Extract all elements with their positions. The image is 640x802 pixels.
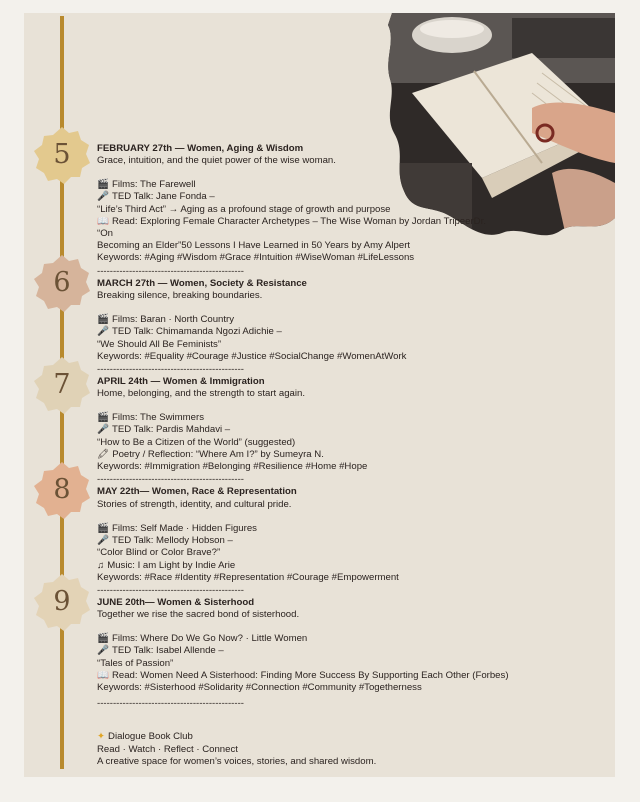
clapper-board-icon: 🎬: [97, 179, 109, 190]
ted-line: 🎤 TED Talk: Chimamanda Ngozi Adichie –: [97, 326, 282, 337]
club-name: ✦ Dialogue Book Club: [97, 731, 193, 742]
read-continued: Becoming an Elder”50 Lessons I Have Learned in 50 Years by Amy Alpert: [97, 240, 411, 251]
section-8-badge: [32, 460, 92, 520]
ted-line: 🎤 TED Talk: Pardis Mahdavi –: [97, 424, 231, 435]
clapper-board-icon: 🎬: [97, 523, 109, 534]
section-subtitle: Stories of strength, identity, and cultural pride.: [97, 499, 292, 510]
ted-quote: “We Should All Be Feminists”: [97, 339, 222, 350]
reading-photo: [382, 13, 615, 241]
microphone-icon: 🎤: [97, 535, 109, 546]
keywords-line: Keywords: #Immigration #Belonging #Resilience #Home #Hope: [97, 461, 368, 472]
ted-quote: “Color Blind or Color Brave?”: [97, 547, 221, 558]
section-title: APRIL 24th — Women & Immigration: [97, 376, 265, 387]
open-book-icon: 📖: [97, 216, 109, 227]
films-line: 🎬 Films: Self Made · Hidden Figures: [97, 523, 257, 534]
section-number: 6: [53, 267, 71, 298]
read-continued: “On: [97, 228, 113, 239]
divider: ----------------------------------------------: [97, 585, 244, 596]
section-title: MAY 22th— Women, Race & Representation: [97, 486, 297, 497]
ted-quote: “Life’s Third Act” → Aging as a profound stage of growth and purpose: [97, 204, 391, 215]
ted-line: 🎤 TED Talk: Mellody Hobson –: [97, 535, 233, 546]
section-5-badge: [32, 125, 92, 185]
music-note-icon: ♫: [97, 560, 105, 571]
keywords-line: Keywords: #Sisterhood #Solidarity #Connection #Community #Togetherness: [97, 682, 422, 693]
ted-line: 🎤 TED Talk: Jane Fonda –: [97, 191, 215, 202]
divider: ----------------------------------------------: [97, 364, 244, 375]
microphone-icon: 🎤: [97, 326, 109, 337]
films-line: 🎬 Films: The Swimmers: [97, 412, 204, 423]
ted-quote: “How to Be a Citizen of the World” (suggested): [97, 437, 296, 448]
read-line: 📖 Read: Exploring Female Character Archetypes – The Wise Woman by Jordan TripeerDr.: [97, 216, 486, 227]
music-line: ♫ Music: I am Light by Indie Arie: [97, 560, 236, 571]
keywords-line: Keywords: #Aging #Wisdom #Grace #Intuition #WiseWoman #LifeLessons: [97, 252, 415, 263]
pencil-icon: 🖍: [97, 449, 110, 460]
divider: ----------------------------------------------: [97, 266, 244, 277]
club-tagline: A creative space for women’s voices, stories, and shared wisdom.: [97, 756, 377, 767]
keywords-line: Keywords: #Race #Identity #Representation #Courage #Empowerment: [97, 572, 399, 583]
section-9-badge: [32, 572, 92, 632]
ted-quote: “Tales of Passion”: [97, 658, 174, 669]
open-book-icon: 📖: [97, 670, 109, 681]
clapper-board-icon: 🎬: [97, 412, 109, 423]
keywords-line: Keywords: #Equality #Courage #Justice #SocialChange #WomenAtWork: [97, 351, 407, 362]
divider: ----------------------------------------------: [97, 474, 244, 485]
films-line: 🎬 Films: Baran · North Country: [97, 314, 235, 325]
microphone-icon: 🎤: [97, 424, 109, 435]
sparkle-icon: ✦: [97, 731, 106, 742]
section-subtitle: Together we rise the sacred bond of sisterhood.: [97, 609, 300, 620]
clapper-board-icon: 🎬: [97, 633, 109, 644]
section-subtitle: Grace, intuition, and the quiet power of the wise woman.: [97, 155, 336, 166]
microphone-icon: 🎤: [97, 191, 109, 202]
section-subtitle: Home, belonging, and the strength to start again.: [97, 388, 305, 399]
section-number: 8: [53, 474, 71, 505]
section-number: 7: [53, 369, 71, 400]
section-number: 5: [53, 139, 71, 170]
clapper-board-icon: 🎬: [97, 314, 109, 325]
section-6-badge: [32, 253, 92, 313]
club-motto: Read · Watch · Reflect · Connect: [97, 744, 238, 755]
section-subtitle: Breaking silence, breaking boundaries.: [97, 290, 263, 301]
films-line: 🎬 Films: The Farewell: [97, 179, 196, 190]
films-line: 🎬 Films: Where Do We Go Now? · Little Women: [97, 633, 308, 644]
section-7-badge: [32, 355, 92, 415]
section-title: FEBRUARY 27th — Women, Aging & Wisdom: [97, 143, 304, 154]
divider: ----------------------------------------------: [97, 698, 244, 709]
microphone-icon: 🎤: [97, 645, 109, 656]
poetry-line: 🖍 Poetry / Reflection: “Where Am I?” by Sumeyra N.: [97, 449, 324, 460]
section-title: JUNE 20th— Women & Sisterhood: [97, 597, 255, 608]
read-line: 📖 Read: Women Need A Sisterhood: Finding More Success By Supporting Each Other (Forbes): [97, 670, 509, 681]
ted-line: 🎤 TED Talk: Isabel Allende –: [97, 645, 224, 656]
section-number: 9: [53, 586, 71, 617]
section-title: MARCH 27th — Women, Society & Resistance: [97, 278, 307, 289]
